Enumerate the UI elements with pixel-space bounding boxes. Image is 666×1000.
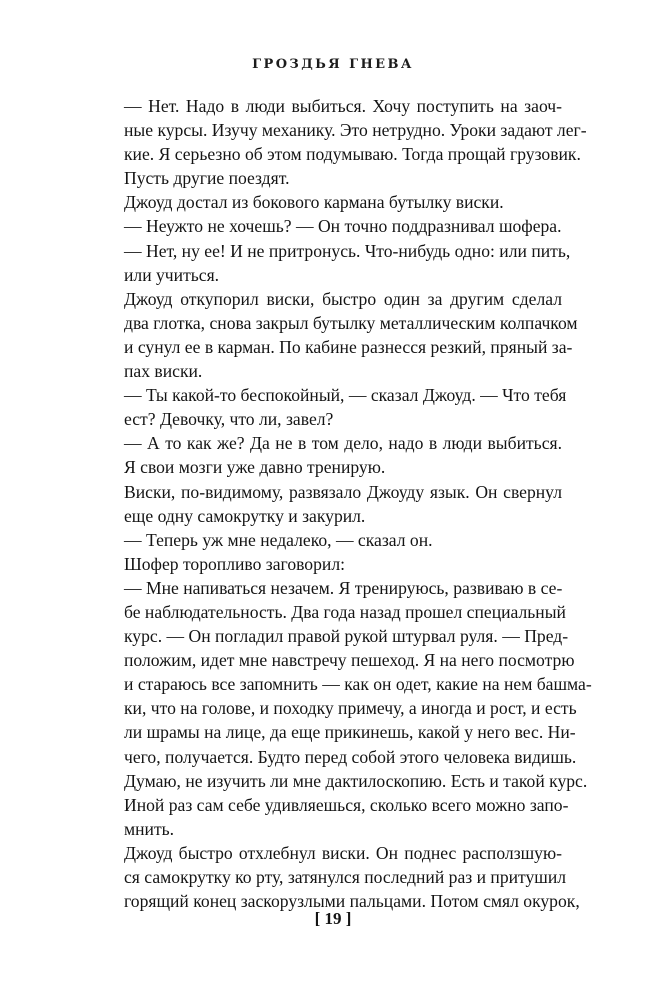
text-line: еще одну самокрутку и закурил. [124,505,366,526]
paragraph [104,239,571,287]
text-line: Пусть другие поездят. [124,168,290,189]
paragraph [104,841,580,913]
paragraph [104,214,562,238]
text-line: бе наблюдательность. Два года назад прошел специальный [124,601,566,622]
text-line: Джоуд достал из бокового кармана бутылку виски. [124,192,504,213]
text-line: Иной раз сам себе удивляешься, сколько всего можно запо- [124,794,569,815]
body-text [104,94,592,913]
text-line: Я свои мозги уже давно тренирую. [124,457,386,478]
paragraph [104,552,562,576]
text-line: и стараюсь все запомнить — как он одет, какие на нем башма- [124,674,592,695]
paragraph [104,480,562,528]
text-line: — Нет, ну ее! И не притронусь. Что-нибудь одно: или пить, [124,240,571,261]
text-line: мнить. [124,818,175,839]
text-line: положим, идет мне навстречу пешеход. Я на него посмотрю [124,650,575,671]
paragraph [104,383,567,431]
text-line: ся самокрутку ко рту, затянулся последний раз и притушил [124,867,567,887]
text-line: Джоуд откупорил виски, быстро один за другим сделал [124,288,562,309]
text-line: ки, что на голове, и походку примечу, а иногда и рост, и есть [124,698,577,719]
text-line: — Нет. Надо в люди выбиться. Хочу поступить на заоч- [124,96,562,116]
paragraph [104,94,587,190]
text-line: или учиться. [124,264,220,285]
paragraph [104,287,578,383]
paragraph [104,431,562,479]
text-line: два глотка, снова закрыл бутылку металлическим колпачком [124,312,578,333]
text-line: кие. Я серьезно об этом подумываю. Тогда прощай грузовик. [124,144,581,165]
text-line: чего, получается. Будто перед собой этого человека видишь. [124,746,577,767]
text-line: пах виски. [124,361,203,382]
text-line: — А то как же? Да не в том дело, надо в люди выбиться. [124,433,562,454]
text-line: Думаю, не изучить ли мне дактилоскопию. Есть и такой курс. [124,770,588,791]
text-line: Джоуд быстро отхлебнул виски. Он поднес расползшую- [124,842,562,863]
text-line: Виски, по-видимому, развязало Джоуду язык. Он свернул [124,481,562,502]
text-line: — Ты какой-то беспокойный, — сказал Джоуд. — Что тебя [124,385,567,406]
text-line: — Теперь уж мне недалеко, — сказал он. [124,529,433,550]
running-title: ГРОЗДЬЯ ГНЕВА [252,57,414,72]
text-line: Шофер торопливо заговорил: [124,553,345,574]
text-line: курс. — Он погладил правой рукой штурвал руля. — Пред- [124,626,569,647]
page-number: [ 19 ] [314,909,352,928]
text-line: ли шрамы на лице, да еще прикинешь, какой у него вес. Ни- [124,722,576,743]
text-line: — Мне напиваться незачем. Я тренируюсь, развиваю в се- [124,577,563,598]
text-line: ные курсы. Изучу механику. Это нетрудно. Уроки задают лег- [124,120,587,141]
paragraph [104,576,592,841]
paragraph [104,528,562,552]
text-line: ест? Девочку, что ли, завел? [124,409,334,430]
text-line: горящий конец заскорузлыми пальцами. Потом смял окурок, [124,891,580,912]
text-line: и сунул ее в карман. По кабине разнесся резкий, пряный за- [124,336,573,357]
paragraph [104,190,562,214]
text-line: — Неужто не хочешь? — Он точно поддразнивал шофера. [124,216,562,237]
